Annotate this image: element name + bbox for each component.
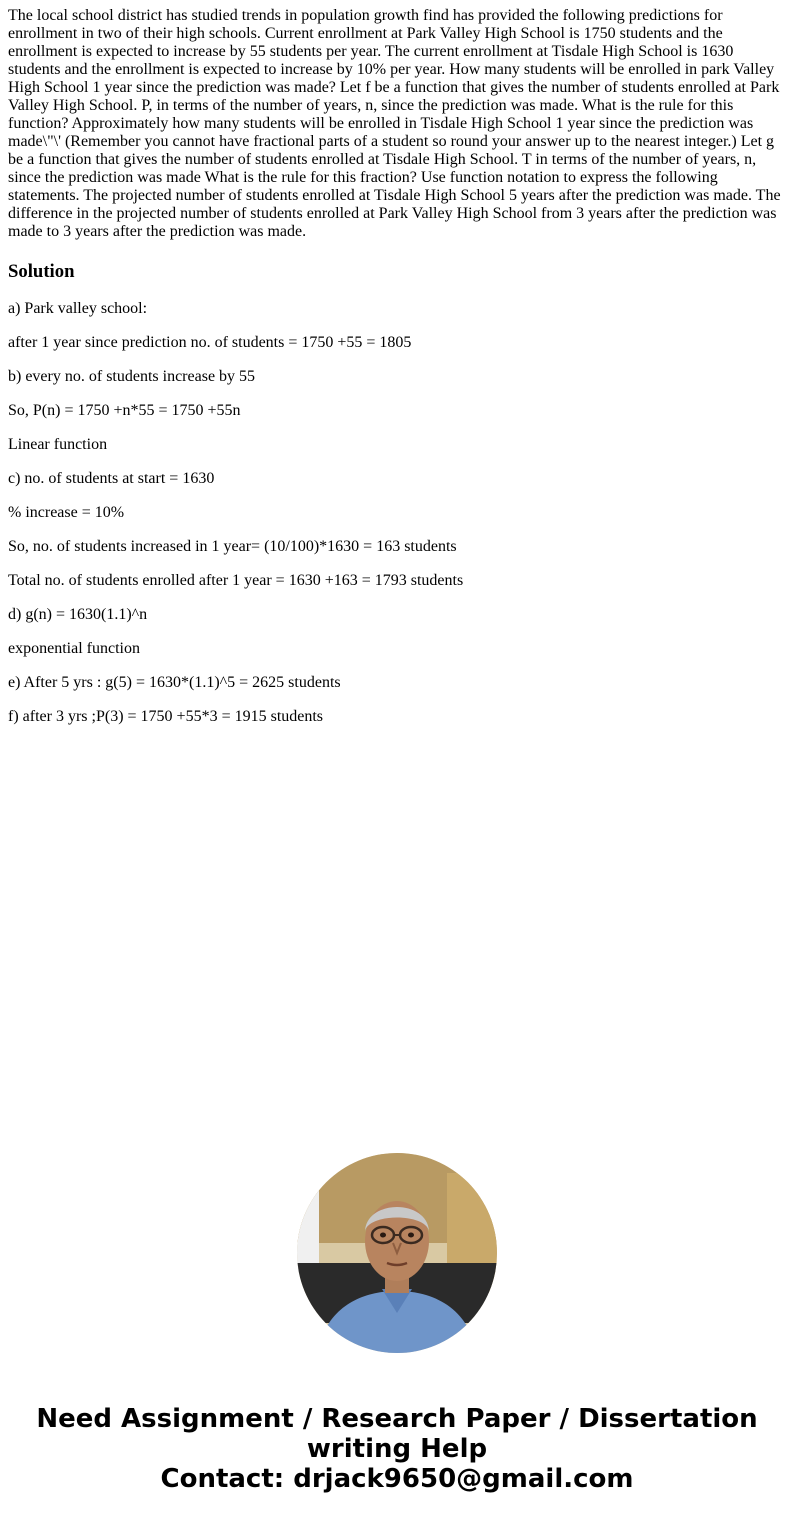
solution-steps — [8, 300, 786, 742]
solution-line: b) every no. of students increase by 55 — [8, 368, 256, 385]
solution-line: c) no. of students at start = 1630 — [8, 470, 215, 487]
solution-line: exponential function — [8, 640, 140, 657]
solution-heading: Solution — [8, 261, 75, 282]
solution-line: d) g(n) = 1630(1.1)^n — [8, 606, 148, 623]
solution-line: a) Park valley school: — [8, 300, 148, 317]
solution-line: So, no. of students increased in 1 year= (10/100)*1630 = 163 students — [8, 538, 457, 555]
promo-contact: Contact: drjack9650@gmail.com — [160, 1464, 634, 1494]
promo-line-1: Need Assignment / Research Paper / Dissertation — [36, 1404, 758, 1434]
solution-line: So, P(n) = 1750 +n*55 = 1750 +55n — [8, 402, 241, 419]
solution-line: e) After 5 yrs : g(5) = 1630*(1.1)^5 = 2625 students — [8, 674, 341, 691]
solution-line: Linear function — [8, 436, 108, 453]
solution-line: after 1 year since prediction no. of students = 1750 +55 = 1805 — [8, 334, 412, 351]
solution-line: % increase = 10% — [8, 504, 125, 521]
solution-line: f) after 3 yrs ;P(3) = 1750 +55*3 = 1915 students — [8, 708, 324, 725]
portrait-illustration — [297, 1153, 497, 1353]
promo-line-2: writing Help — [306, 1434, 488, 1464]
author-photo — [297, 1153, 497, 1353]
promo-banner — [0, 1404, 794, 1494]
solution-line: Total no. of students enrolled after 1 year = 1630 +163 = 1793 students — [8, 572, 464, 589]
question-text: The local school district has studied trends in population growth find has provided the following predictions for enrollment in two of their high schools. Current enrollment at Park Valley High School is 1750 students and the enrollment is expected to increase by 55 students per year. The current enrollment at Tisdale High School is 1630 students and the enrollment is expected to increase by 10% per year. How many students will be enrolled in park Valley High School 1 year since the prediction was made? Let f be a function that gives the number of students enrolled at Park Valley High School. P, in terms of the number of years, n, since the prediction was made. What is the rule for this function? Approximately how many students will be enrolled in Tisdale High School 1 year since the prediction was made\"\' (Remember you cannot have fractional parts of a student so round your answer up to the nearest integer.) Let g be a function that gives the number of students enrolled at Tisdale High School. T in terms of the number of years, n, since the prediction was made What is the rule for this fraction? Use function notation to express the following statements. The projected number of students enrolled at Tisdale High School 5 years after the prediction was made. The difference in the projected number of students enrolled at Park Valley High School from 3 years after the prediction was made to 3 years after the prediction was made. — [8, 7, 781, 240]
